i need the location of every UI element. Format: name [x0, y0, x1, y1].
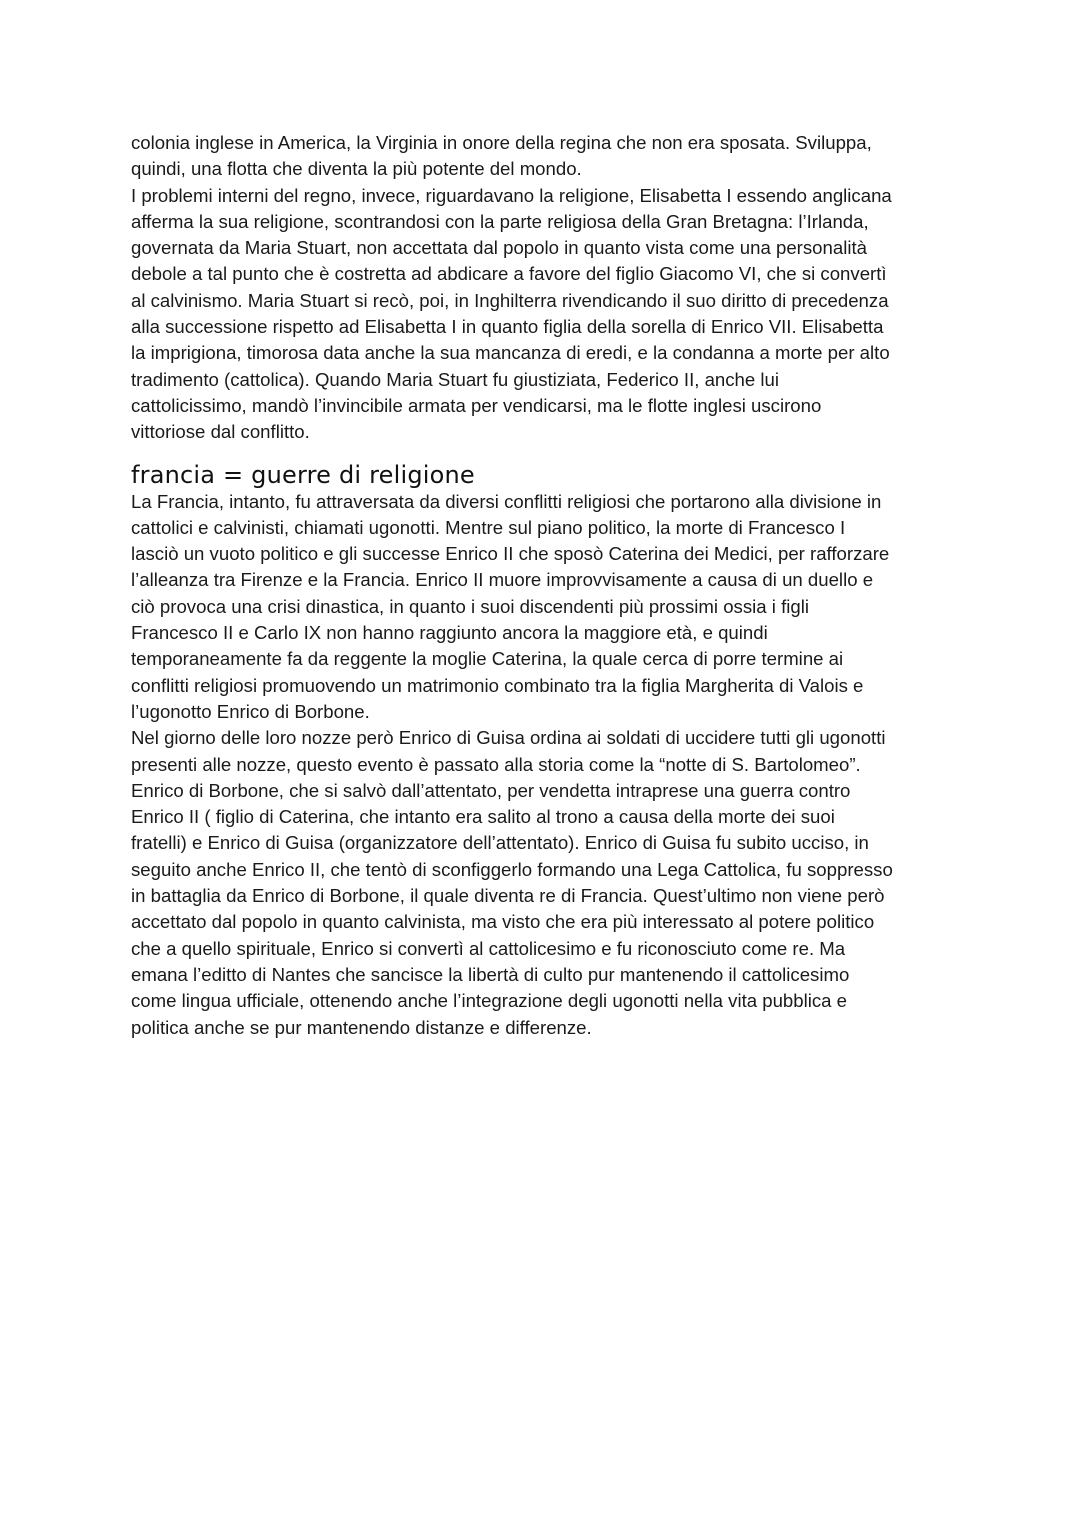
text-line: tradimento (cattolica). Quando Maria Stuart fu giustiziata, Federico II, anche lui: [131, 368, 779, 390]
text-line: Enrico II ( figlio di Caterina, che intanto era salito al trono a causa della morte dei suoi: [131, 806, 835, 828]
text-line: fratelli) e Enrico di Guisa (organizzatore dell’attentato). Enrico di Guisa fu subito ucciso, in: [131, 832, 869, 854]
text-line: temporaneamente fa da reggente la moglie Caterina, la quale cerca di porre termine ai: [131, 648, 844, 670]
text-line: cattolici e calvinisti, chiamati ugonotti. Mentre sul piano politico, la morte di Francesco I: [131, 516, 846, 538]
text-line: emana l’editto di Nantes che sancisce la libertà di culto pur mantenendo il cattolicesimo: [131, 963, 850, 985]
text-line: politica anche se pur mantenendo distanze e differenze.: [131, 1016, 592, 1038]
text-line: al calvinismo. Maria Stuart si recò, poi, in Inghilterra rivendicando il suo diritto di precedenza: [131, 289, 889, 311]
text-line: Nel giorno delle loro nozze però Enrico di Guisa ordina ai soldati di uccidere tutti gli ugonotti: [131, 727, 886, 749]
text-line: presenti alle nozze, questo evento è passato alla storia come la “notte di S. Bartolomeo”.: [131, 753, 861, 775]
text-line: quindi, una flotta che diventa la più potente del mondo.: [131, 158, 582, 180]
text-line: alla successione rispetto ad Elisabetta I in quanto figlia della sorella di Enrico VII. Elisabetta: [131, 316, 884, 338]
text-line: ciò provoca una crisi dinastica, in quanto i suoi discendenti più prossimi ossia i figli: [131, 595, 809, 617]
text-line: l’ugonotto Enrico di Borbone.: [131, 700, 370, 722]
section-heading: francia = guerre di religione: [131, 460, 475, 489]
text-line: afferma la sua religione, scontrandosi con la parte religiosa della Gran Bretagna: l’Irlanda,: [131, 210, 869, 232]
text-line: La Francia, intanto, fu attraversata da diversi conflitti religiosi che portarono alla divisione in: [131, 490, 882, 512]
text-line: I problemi interni del regno, invece, riguardavano la religione, Elisabetta I essendo anglicana: [131, 184, 892, 206]
text-line: Enrico di Borbone, che si salvò dall’attentato, per vendetta intraprese una guerra contro: [131, 779, 851, 801]
text-line: cattolicissimo, mandò l’invincibile armata per vendicarsi, ma le flotte inglesi uscirono: [131, 394, 822, 416]
text-line: vittoriose dal conflitto.: [131, 421, 310, 443]
text-line: accettato dal popolo in quanto calvinista, ma visto che era più interessato al potere politico: [131, 911, 875, 933]
text-line: conflitti religiosi promuovendo un matrimonio combinato tra la figlia Margherita di Valois e: [131, 674, 864, 696]
section-inghilterra-text: [131, 130, 961, 446]
text-line: governata da Maria Stuart, non accettata dal popolo in quanto vista come una personalità: [131, 237, 867, 259]
text-line: la imprigiona, timorosa data anche la sua mancanza di eredi, e la condanna a morte per alto: [131, 342, 890, 364]
text-line: come lingua ufficiale, ottenendo anche l’integrazione degli ugonotti nella vita pubblica e: [131, 990, 848, 1012]
text-line: debole a tal punto che è costretta ad abdicare a favore del figlio Giacomo VI, che si convertì: [131, 263, 887, 285]
text-line: in battaglia da Enrico di Borbone, il quale diventa re di Francia. Quest’ultimo non viene però: [131, 885, 885, 907]
text-line: l’alleanza tra Firenze e la Francia. Enrico II muore improvvisamente a causa di un duello e: [131, 569, 874, 591]
text-line: Francesco II e Carlo IX non hanno raggiunto ancora la maggiore età, e quindi: [131, 622, 768, 644]
section-francia-text: [131, 489, 961, 1041]
text-line: colonia inglese in America, la Virginia in onore della regina che non era sposata. Sviluppa,: [131, 132, 872, 153]
text-line: che a quello spirituale, Enrico si convertì al cattolicesimo e fu riconosciuto come re. Ma: [131, 937, 846, 959]
document-page: [131, 130, 961, 1041]
text-line: lasciò un vuoto politico e gli successe Enrico II che sposò Caterina dei Medici, per rafforzare: [131, 543, 890, 565]
text-line: seguito anche Enrico II, che tentò di sconfiggerlo formando una Lega Cattolica, fu soppresso: [131, 858, 893, 880]
